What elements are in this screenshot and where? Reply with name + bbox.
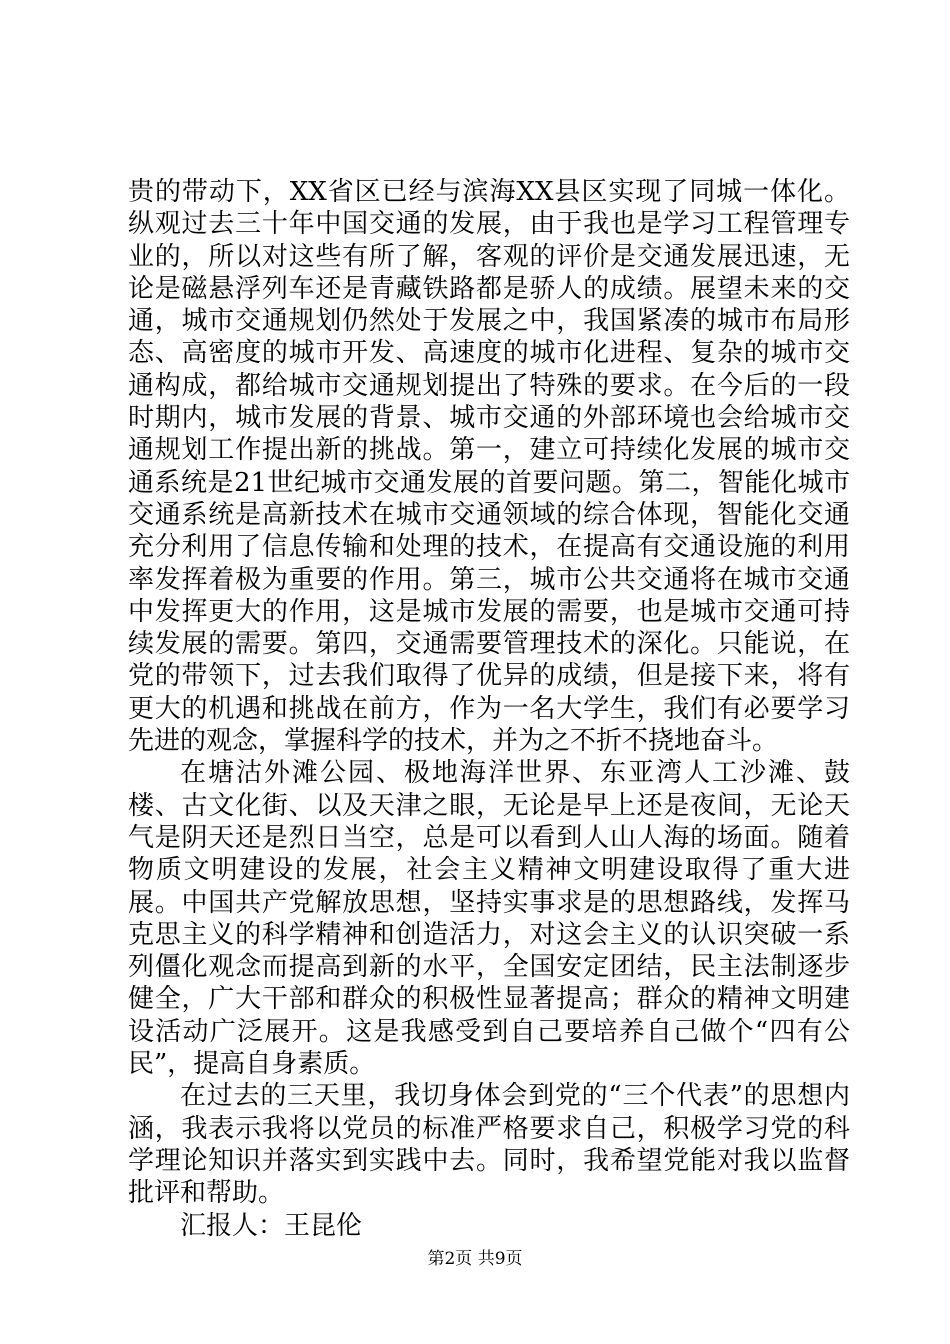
- paragraph-three-represents: 在过去的三天里，我切身体会到党的“三个代表”的思想内涵，我表示我将以党员的标准严格要求自己，积极学习党的科学理论知识并落实到实践中去。同时，我希望党能对我以监督批评和帮助。: [128, 1081, 850, 1209]
- paragraph-tianjin-scenic-spots: 在塘沽外滩公园、极地海洋世界、东亚湾人工沙滩、鼓楼、古文化街、以及天津之眼，无论是早上还是夜间，无论天气是阴天还是烈日当空，总是可以看到人山人海的场面。随着物质文明建设的发展，社会主义精神文明建设取得了重大进展。中国共产党解放思想，坚持实事求是的思想路线，发挥马克思主义的科学精神和创造活力，对这会主义的认识突破一系列僵化观念而提高到新的水平，全国安定团结，民主法制逐步健全，广大干部和群众的积极性显著提高；群众的精神文明建设活动广泛展开。这是我感受到自己要培养自己做个“四有公民”，提高自身素质。: [128, 758, 850, 1080]
- document-body: [128, 176, 850, 1242]
- paragraph-transport-development: 贵的带动下，XX省区已经与滨海XX县区实现了同城一体化。纵观过去三十年中国交通的发展，由于我也是学习工程管理专业的，所以对这些有所了解，客观的评价是交通发展迅速，无论是磁悬浮列车还是青藏铁路都是骄人的成绩。展望未来的交通，城市交通规划仍然处于发展之中，我国紧凑的城市布局形态、高密度的城市开发、高速度的城市化进程、复杂的城市交通构成，都给城市交通规划提出了特殊的要求。在今后的一段时期内，城市发展的背景、城市交通的外部环境也会给城市交通规划工作提出新的挑战。第一，建立可持续化发展的城市交通系统是21世纪城市交通发展的首要问题。第二，智能化城市交通系统是高新技术在城市交通领域的综合体现，智能化交通充分利用了信息传输和处理的技术，在提高有交通设施的利用率发挥着极为重要的作用。第三，城市公共交通将在城市交通中发挥更大的作用，这是城市发展的需要，也是城市交通可持续发展的需要。第四，交通需要管理技术的深化。只能说，在党的带领下，过去我们取得了优异的成绩，但是接下来，将有更大的机遇和挑战在前方，作为一名大学生，我们有必要学习先进的观念，掌握科学的技术，并为之不折不挠地奋斗。: [128, 177, 850, 757]
- page-number-footer: 第2页 共9页: [427, 1249, 523, 1269]
- reporter-signature-line: 汇报人：王昆伦: [180, 1210, 363, 1241]
